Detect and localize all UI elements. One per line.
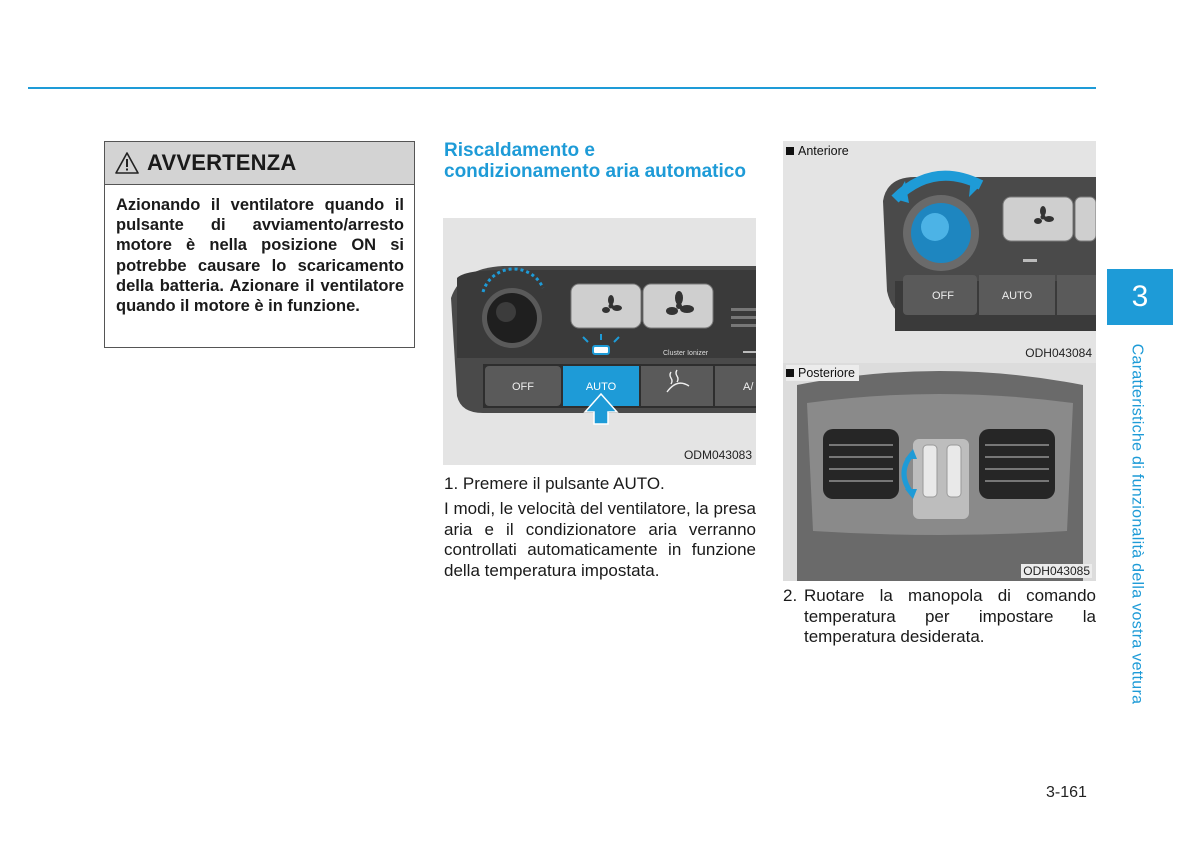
rear-figure-code: ODH043085 [1023, 564, 1090, 578]
step-2-text: Ruotare la manopola di comando temperatura per impostare la temperatura desiderata. [804, 586, 1096, 646]
warning-title: AVVERTENZA [147, 150, 297, 175]
front-figure-code: ODH043084 [1025, 346, 1092, 360]
auto-button-label: AUTO [585, 381, 617, 393]
front-control-figure [783, 141, 1096, 363]
step-1: 1. Premere il pulsante AUTO. [444, 474, 665, 493]
rear-label: Posteriore [786, 365, 859, 381]
warning-header [105, 142, 414, 185]
rear-control-figure [783, 363, 1096, 581]
figure-code: ODM043083 [683, 448, 752, 462]
off-button-label: OFF [512, 381, 534, 393]
front-panel-illustration [783, 141, 1096, 363]
ionizer-label: Cluster Ionizer [663, 350, 709, 357]
warning-text: Azionando il ventilatore quando il pulsante di avviamento/arresto motore è nella posizione ON si potrebbe causare lo scaricamento della batteria. Azionare il ventilatore quando il motore è in funzione. [116, 196, 404, 316]
front-off-label: OFF [932, 290, 954, 302]
rear-panel-illustration [783, 363, 1096, 581]
chapter-tab: 3 [1107, 269, 1173, 325]
auto-button-figure [443, 218, 756, 465]
front-label: Anteriore [786, 143, 853, 159]
warning-triangle-icon [115, 152, 139, 174]
warning-box [104, 141, 415, 348]
ac-button-label: A/ [743, 381, 754, 393]
front-auto-label: AUTO [1001, 290, 1033, 302]
header-rule [28, 87, 1096, 89]
page-number: 3-161 [1046, 784, 1087, 801]
climate-panel-illustration [443, 218, 756, 465]
auto-description: I modi, le velocità del ventilatore, la presa aria e il condizionatore aria verranno controllati automaticamente in funzione della temperatura impostata. [444, 499, 756, 580]
step-2-number: 2. [783, 586, 798, 605]
section-heading: Riscaldamento e condizionamento aria automatico [444, 140, 746, 182]
step-2 [783, 586, 1096, 648]
chapter-title: Caratteristiche di funzionalità della vostra vettura [1128, 343, 1146, 705]
